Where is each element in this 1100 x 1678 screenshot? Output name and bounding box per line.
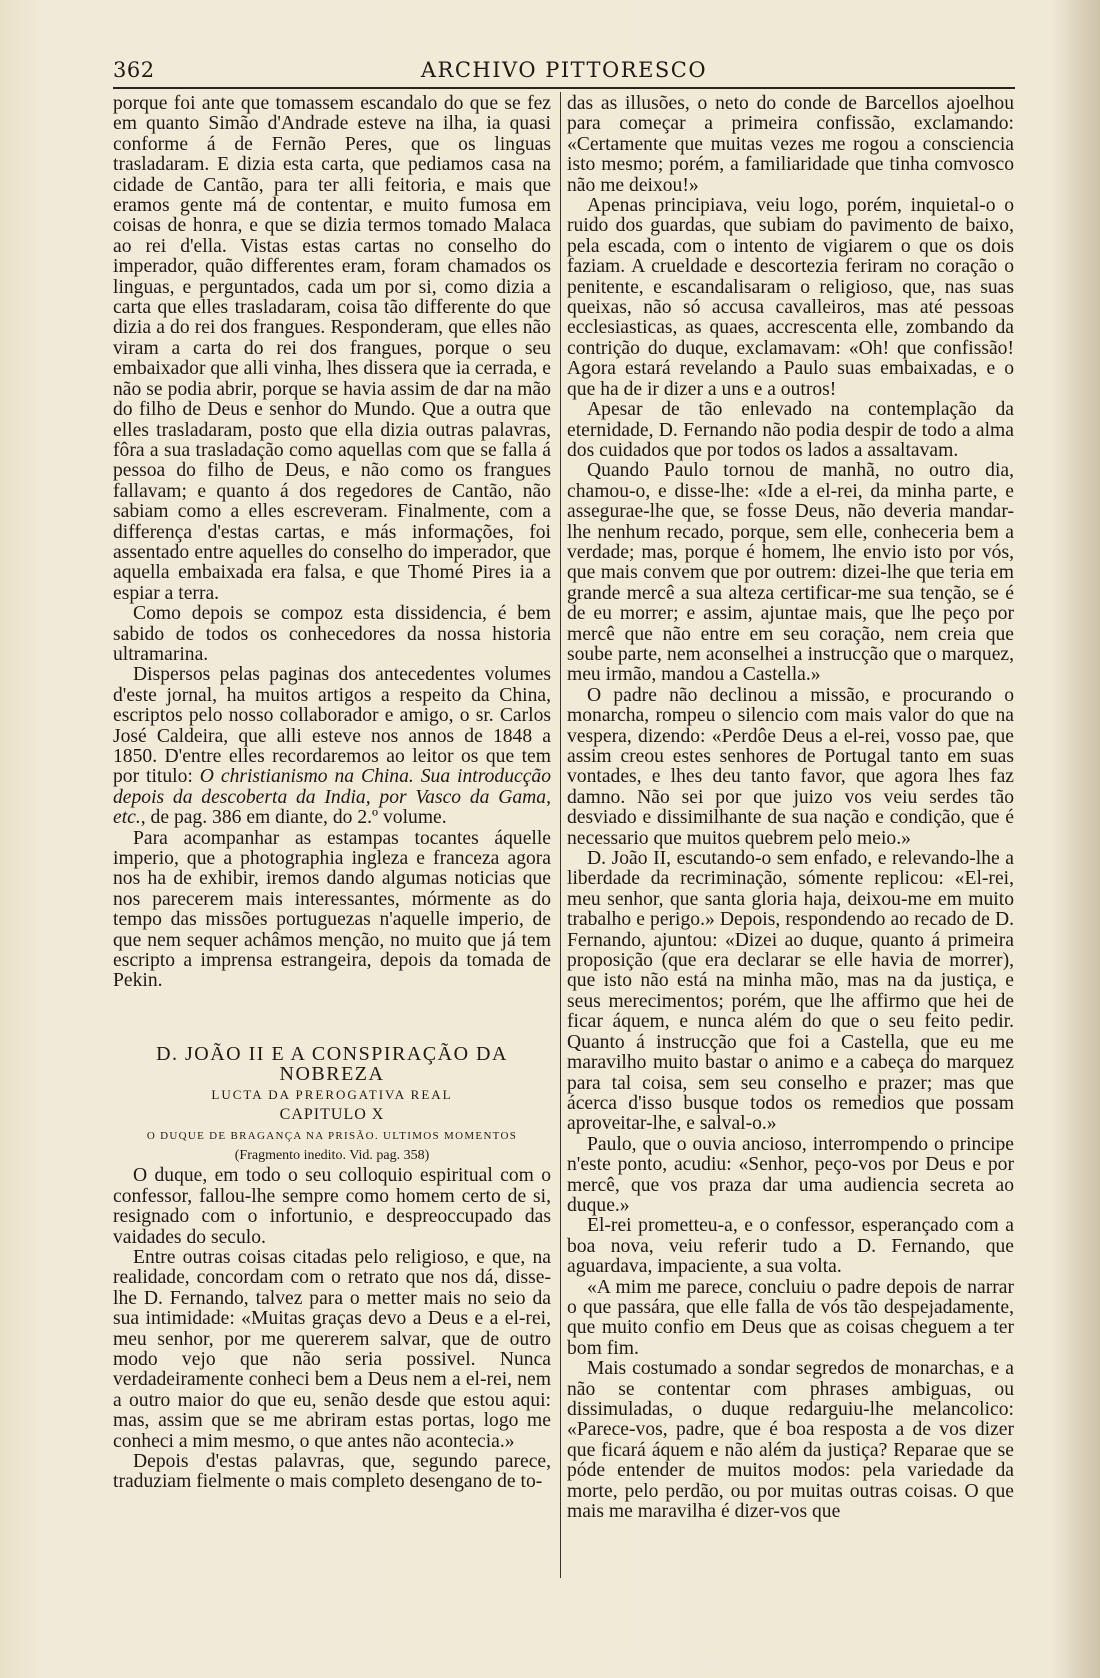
paragraph: O duque, em todo o seu colloquio espiritual com o confessor, fallou-lhe sempre como homem certo de si, resignado com o infortunio, e despreoccupado das vaidades do seculo. xyxy=(113,1165,551,1248)
article-subtitle: LUCTA DA PREROGATIVA REAL xyxy=(211,1086,453,1102)
paragraph: Entre outras coisas citadas pelo religioso, e que, na realidade, concordam com o retrato que nos dá, disse-lhe D. Fernando, talvez para o metter mais no seio da sua intimidade: «Muitas graças devo a Deus e a el-rei, meu senhor, por me quererem salvar, que de outro modo vejo que não seria possivel. Nunca verdadeiramente conheci bem a Deus nem a el-rei, nem a outro maior do que eu, senão desde que estou aqui: mas, assim que se me abriram estas portas, logo me conheci a mim mesmo, o que antes não acontecia.» xyxy=(113,1246,551,1452)
citation-reference: , de pag. 386 em diante, do 2.º volume. xyxy=(140,807,447,829)
left-column xyxy=(113,94,551,1493)
article-separator xyxy=(113,992,551,1044)
paragraph-with-citation xyxy=(113,665,551,828)
paragraph: Paulo, que o ouvia ancioso, interrompendo o principe n'este ponto, acudiu: «Senhor, peço-vos por Deus e por mercê, que vos praza dar uma audiencia secreta ao duque.» xyxy=(567,1133,1014,1216)
paragraph: porque foi ante que tomassem escandalo do que se fez em quanto Simão d'Andrade esteve na ilha, ia quasi conforme á de Fernão Peres, que os linguas trasladaram. E dizia esta carta, que pediamos casa na cidade de Cantão, para ter alli feitoria, e mais que eramos gente má de contentar, e muito fumosa em coisas de honra, e que se dizia termos tomado Malaca ao rei d'ella. Vistas estas cartas no conselho do imperador, quão differentes eram, foram chamados os linguas, e perguntados, cada um por si, como dizia a carta que elles trasladaram, coisa tão differente do que dizia a do rei dos frangues. Responderam, que elles não viram a carta do rei dos frangues, porque o seu embaixador que alli vinha, lhes dissera que ia cerrada, e não se podia abrir, porque se havia assim de dar na mão do filho de Deus e senhor do Mundo. Que a outra que elles trasladaram, posto que ella dizia outras palavras, fôra a sua trasladação como aquellas com que se falla á pessoa do filho de Deus, e não como os frangues fallavam; e quanto á dos regedores de Cantão, não sabiam como a elles escreveram. Finalmente, com a differença d'estas cartas, e más informações, foi assentado entre aquelles do conselho do imperador, que aquella embaixada era falsa, e que Thomé Pires ia a espiar a terra. xyxy=(113,93,551,604)
chapter-note: (Fragmento inedito. Vid. pag. 358) xyxy=(234,1147,430,1163)
paragraph: Depois d'estas palavras, que, segundo parece, traduziam fielmente o mais completo desengano de to- xyxy=(113,1451,551,1493)
paragraph: El-rei prometteu-a, e o confessor, esperançado com a boa nova, veiu referir tudo a D. Fernando, que aguardava, impaciente, a sua volta. xyxy=(567,1215,1014,1278)
paragraph: Quando Paulo tornou de manhã, no outro dia, chamou-o, e disse-lhe: «Ide a el-rei, da minha parte, e assegurae-lhe que, se fosse Deus, não deveria mandar-lhe nenhum recado, porque, sem elle, conheceria bem a verdade; mas, porque é homem, lhe envio isto por vós, que mais convem que por outrem: dizei-lhe que teria em grande mercê a sua alteza certificar-me sua tenção, se é de eu morrer; e assim, ajuntae mais, que lhe peço por mercê que não entre em seu coração, nem creia que soube parte, nem aconselhei a instrucção que o marquez, meu irmão, mandou a Castella.» xyxy=(567,460,1014,686)
paragraph-text: Dispersos pelas paginas dos antecedentes volumes d'este jornal, ha muitos artigos a respeito da China, escriptos pelo nosso collaborador e amigo, o sr. Carlos José Caldeira, que alli esteve nos annos de 1848 a 1850. D'entre elles recordaremos ao leitor os que tem por titulo: xyxy=(113,664,551,788)
paragraph: Apenas principiava, veiu logo, porém, inquietal-o o ruido dos guardas, que subiam do pavimento de baixo, pela escada, com o intento de vigiarem o que os dois faziam. A crueldade e descortezia feriram no coração o penitente, e escandalisaram o religioso, que, nas suas queixas, não só accusa cavalleiros, mas até pessoas ecclesiasticas, as quaes, accrescenta elle, zombando da contrição do duque, exclamavam: «Oh! que confissão! Agora estará revelando a Paulo suas embaixadas, e o que ha de ir dizer a uns e a outros! xyxy=(567,195,1014,400)
cited-article-title: O christianismo na China. Sua introducção depois da descoberta da India, por Vasco da Gama, etc. xyxy=(113,766,551,829)
page-header xyxy=(113,56,1015,88)
column-divider xyxy=(560,92,561,1578)
paragraph: Como depois se compoz esta dissidencia, é bem sabido de todos os conhecedores da nossa historia ultramarina. xyxy=(113,603,551,665)
paragraph: das as illusões, o neto do conde de Barcellos ajoelhou para começar a primeira confissão, exclamando: «Certamente que muitas vezes me rogou a consciencia isto mesmo; porém, a familiaridade que tinha comvosco não me deixou!» xyxy=(567,93,1014,196)
paragraph: D. João II, escutando-o sem enfado, e relevando-lhe a liberdade da recriminação, sómente replicou: «El-rei, meu senhor, que santa gloria haja, deixou-me em muito trabalho e perigo.» Depois, respondendo ao recado de D. Fernando, ajuntou: «Dizei ao duque, quanto á primeira proposição (que era declarar se elle havia de morrer), que isto não está na minha mão, mas na da justiça, e seus merecimentos; porém, que lhe affirmo que hei de ficar áquem, e nunca além do que o seu feito pedir. Quanto á instrucção que foi a Castella, que eu me maravilho muito bastar o animo e a cabeça do marquez para tal coisa, sem seu conselho e prazer; mas que ácerca d'isso busque todos os remedios que possam aproveitar-lhe, e salval-o.» xyxy=(567,848,1014,1135)
paragraph: «A mim me parece, concluiu o padre depois de narrar o que passára, que elle falla de vós tão despejadamente, que muito confio em Deus que as coisas cheguem a ter bom fim. xyxy=(567,1276,1014,1359)
paragraph: Apesar de tão enlevado na contemplação da eternidade, D. Fernando não podia despir de todo a alma dos cuidados que por todos os lados a assaltavam. xyxy=(567,399,1014,461)
chapter-summary: O DUQUE DE BRAGANÇA NA PRISÃO. ULTIMOS MOMENTOS xyxy=(146,1129,518,1142)
header-rule xyxy=(113,87,1015,89)
page-number: 362 xyxy=(113,58,155,82)
running-title: ARCHIVO PITTORESCO xyxy=(420,58,708,82)
right-column xyxy=(567,94,1014,1522)
chapter-heading: CAPITULO X xyxy=(279,1106,385,1124)
paragraph: Para acompanhar as estampas tocantes áquelle imperio, que a photographia ingleza e franceza agora nos ha de exhibir, iremos dando algumas noticias que nos parecerem mais interessantes, mórmente as do tempo das missões portuguezas n'aquelle imperio, de que nem sequer achâmos menção, no muito que já tem escripto a imprensa estrangeira, depois da tomada de Pekin. xyxy=(113,827,551,992)
page-edge-shadow xyxy=(1050,0,1100,1678)
article-title: D. JOÃO II E A CONSPIRAÇÃO DA NOBREZA xyxy=(156,1042,508,1086)
paragraph: Mais costumado a sondar segredos de monarchas, e a não se contentar com phrases ambiguas, ou dissimuladas, o duque redarguiu-lhe melancolico: «Parece-vos, padre, que é boa resposta a de vos dizer que ficará áquem e não além da justiça? Reparae que se póde entender de muitos modos: pela variedade da morte, pelo perdão, ou por muitas outras coisas. O que mais me maravilha é dizer-vos que xyxy=(567,1358,1014,1523)
paragraph: O padre não declinou a missão, e procurando o monarcha, rompeu o silencio com mais valor do que na vespera, dizendo: «Perdôe Deus a el-rei, vosso pae, que assim creou estes senhores de Portugal tanto em suas vontades, e lhes deu tanto favor, que agora lhes faz damno. Não sei por que juizo vos veiu serdes tão desviado e dissimilhante de sua nação e condição, que é necessario que muitos quebrem pelo meio.» xyxy=(567,684,1014,849)
